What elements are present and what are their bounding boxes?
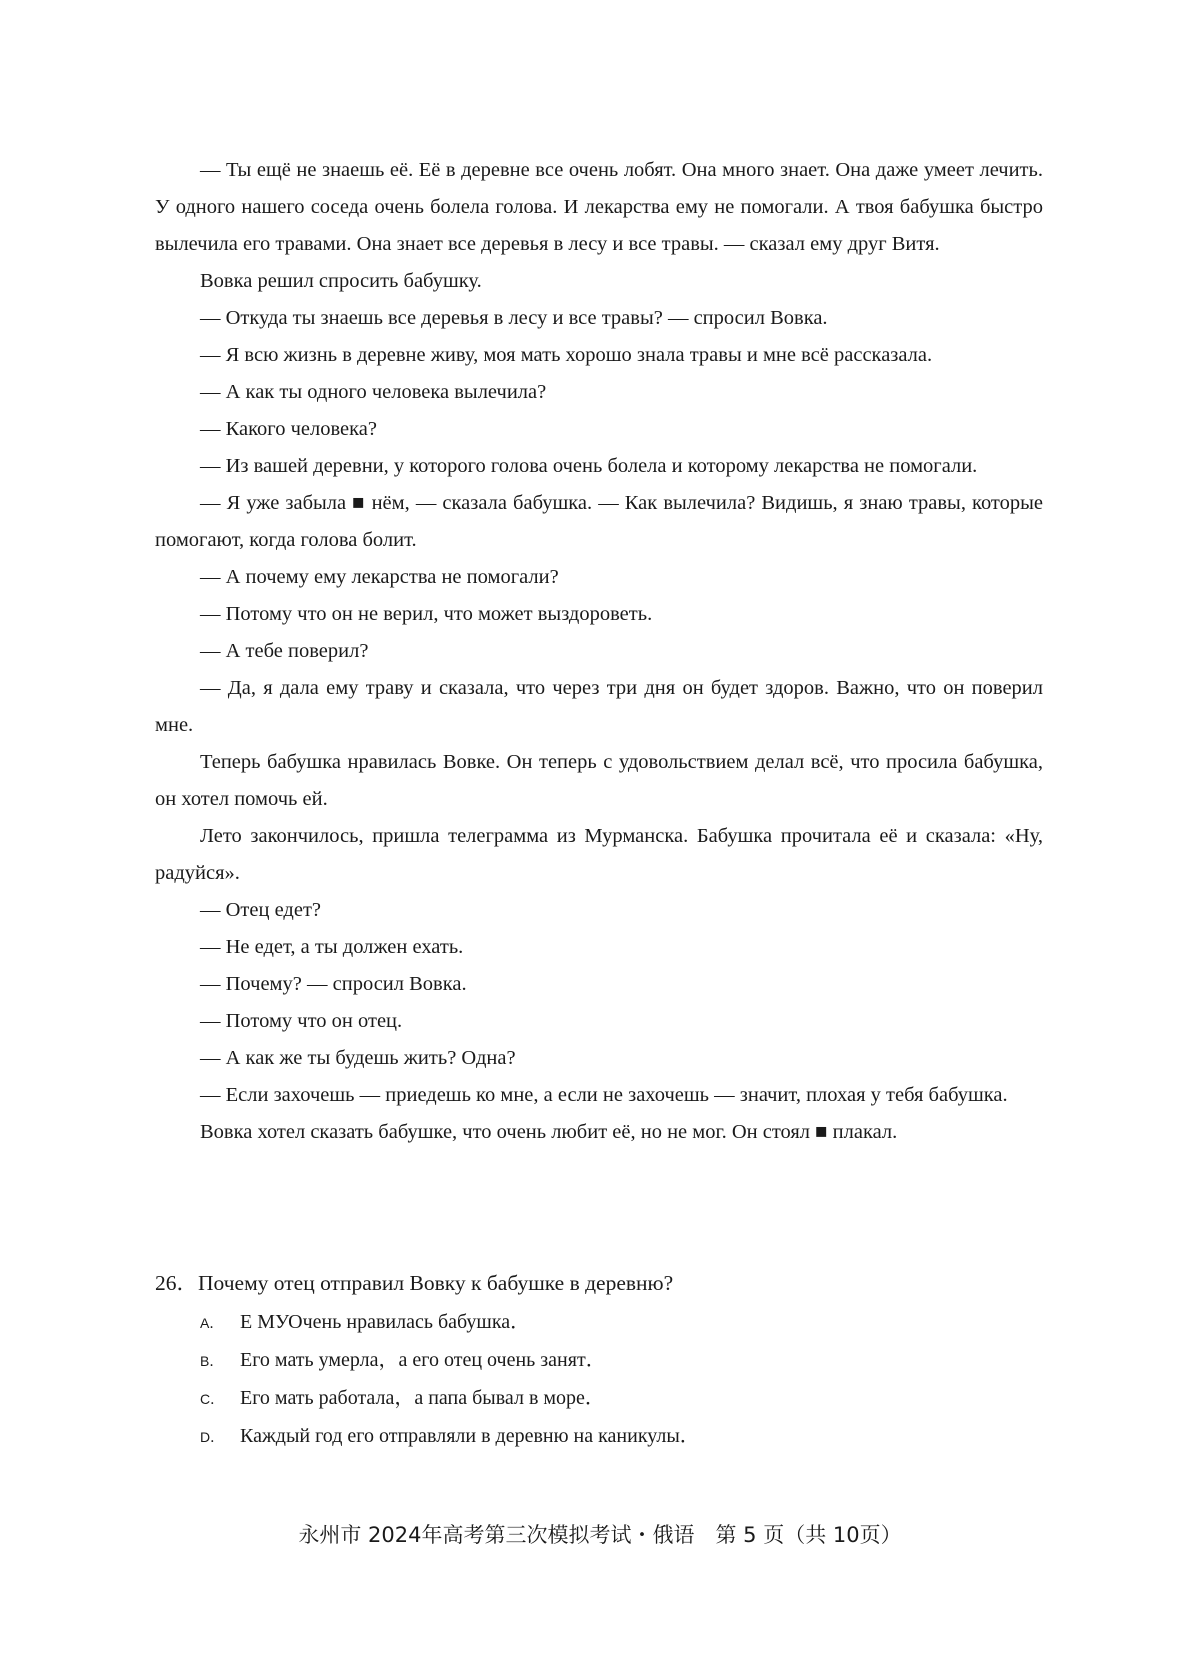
passage-paragraph: Лето закончилось, пришла телеграмма из Мурманска. Бабушка прочитала её и сказала: «Ну, радуйся». [155,825,1043,884]
option-text: Его мать работала，а папа бывал в море． [240,1387,605,1409]
passage-paragraph: — Да, я дала ему траву и сказала, что через три дня он будет здоров. Важно, что он поверил мне. [155,677,1043,736]
passage-paragraph: — Из вашей деревни, у которого голова очень болела и которому лекарства не помогали. [200,455,978,477]
passage-paragraph: — Откуда ты знаешь все деревья в лесу и все травы? — спросил Вовка. [200,307,828,329]
passage-paragraph: — Если захочешь — приедешь ко мне, а если не захочешь — значит, плохая у тебя бабушка. [200,1084,1008,1106]
passage-paragraph: — Почему? — спросил Вовка. [200,973,467,995]
passage-paragraph: — А как же ты будешь жить? Одна? [200,1047,516,1069]
passage-paragraph: — А тебе поверил? [200,640,369,662]
option-letter: B． [200,1353,224,1369]
passage-paragraph: — Отец едет? [200,899,321,921]
passage-paragraph: — Какого человека? [200,418,377,440]
question-stem: 26．Почему отец отправил Вовку к бабушке в деревню? [155,1271,674,1295]
option-letter: A． [200,1315,224,1331]
option-letter: C． [200,1391,225,1407]
page-footer: 永州市 2024年高考第三次模拟考试・俄语 第 5 页（共 10页） [298,1523,902,1547]
answer-options [155,1304,1043,1456]
option-text: Е МУОчень нравилась бабушка． [240,1311,531,1333]
passage-paragraph: Теперь бабушка нравилась Вовке. Он теперь с удовольствием делал всё, что просила бабушка, он хотел помочь ей. [155,751,1043,810]
passage-paragraph: — А как ты одного человека вылечила? [200,381,547,403]
option-letter: D． [200,1429,225,1445]
passage-paragraph: Вовка решил спросить бабушку. [200,270,482,292]
option-d [200,1418,1043,1456]
option-a [200,1304,1043,1342]
passage-paragraph: Вовка хотел сказать бабушке, что очень любит её, но не мог. Он стоял ■ плакал. [200,1121,898,1143]
reading-passage [155,152,1043,1151]
passage-paragraph: — Потому что он отец. [200,1010,403,1032]
question-26 [155,1266,1043,1456]
passage-paragraph: — А почему ему лекарства не помогали? [200,566,559,588]
option-text: Его мать умерла，а его отец очень занят． [240,1349,606,1371]
option-b [200,1342,1043,1380]
passage-paragraph: — Я всю жизнь в деревне живу, моя мать хорошо знала травы и мне всё рассказала. [200,344,933,366]
option-c [200,1380,1043,1418]
passage-paragraph: — Потому что он не верил, что может выздороветь. [200,603,653,625]
option-text: Каждый год его отправляли в деревню на каникулы． [240,1425,700,1447]
passage-paragraph: — Ты ещё не знаешь её. Её в деревне все очень лобят. Она много знает. Она даже умеет лечить. У одного нашего соседа очень болела голова. И лекарства ему не помогали. А твоя бабушка быстро вылечила его травами. Она знает все деревья в лесу и все травы. — сказал ему друг Витя. [155,159,1043,255]
passage-paragraph: — Я уже забыла ■ нём, — сказала бабушка. — Как вылечила? Видишь, я знаю травы, которые помогают, когда голова болит. [155,492,1043,551]
passage-paragraph: — Не едет, а ты должен ехать. [200,936,464,958]
